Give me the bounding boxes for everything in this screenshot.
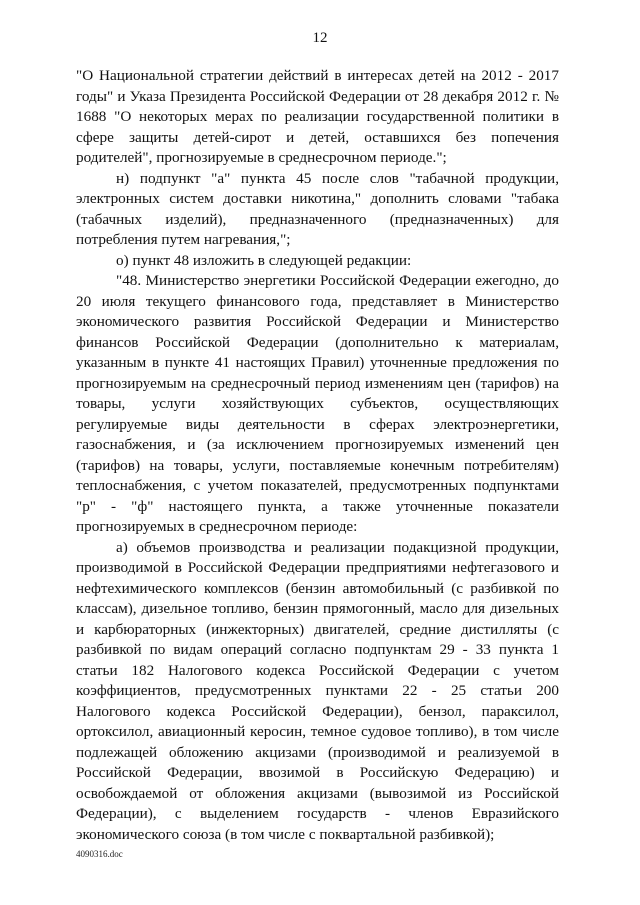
paragraph-continuation: "О Национальной стратегии действий в интересах детей на 2012 - 2017 годы" и Указа Президента Российской Федерации от 28 декабря 2012 г. № 1688 "О некоторых мерах по реализации государственной политики в сфере защиты детей-сирот и детей, оставшихся без попечения родителей", прогнозируемые в среднесрочном периоде.";: [76, 67, 559, 166]
document-file-code: 4090316.doc: [76, 849, 123, 859]
paragraph-subitem-o: о) пункт 48 изложить в следующей редакции:: [116, 251, 412, 269]
paragraph-subitem-n: н) подпункт "а" пункта 45 после слов "табачной продукции, электронных систем доставки никотина," дополнить словами "табака (табачных изделий), предназначенного (предназначенных) для потребления путем нагревания,";: [76, 169, 559, 248]
page-number: 12: [312, 30, 328, 46]
document-body: [76, 66, 559, 845]
paragraph-item-48: "48. Министерство энергетики Российской Федерации ежегодно, до 20 июля текущего финансового года, представляет в Министерство экономического развития Российской Федерации и Министерство финансов Российской Федерации (дополнительно к материалам, указанным в пункте 41 настоящих Правил) уточненные предложения по прогнозируемым на среднесрочный период изменениям цен (тарифов) на товары, услуги хозяйствующих субъектов, осуществляющих регулируемые виды деятельности в сферах электроэнергетики, газоснабжения, и (за исключением прогнозируемых изменений цен (тарифов) на товары, услуги, поставляемые конечным потребителям) теплоснабжения, с учетом показателей, предусмотренных подпунктами "р" - "ф" настоящего пункта, а также уточненные показатели прогнозируемых в среднесрочном периоде:: [76, 272, 559, 535]
paragraph-subitem-a: а) объемов производства и реализации подакцизной продукции, производимой в Российской Федерации предприятиями нефтегазового и нефтехимического комплексов (бензин автомобильный (с разбивкой по классам), дизельное топливо, бензин прямогонный, масло для дизельных и карбюраторных (инжекторных) двигателей, средние дистилляты (с разбивкой по видам операций согласно подпунктам 29 - 33 пункта 1 статьи 182 Налогового кодекса Российской Федерации с учетом коэффициентов, предусмотренных пунктами 22 - 25 статьи 200 Налогового кодекса Российской Федерации), бензол, параксилол, ортоксилол, авиационный керосин, темное судовое топливо), в том числе подлежащей обложению акцизами (производимой и реализуемой в Российской Федерации, ввозимой в Российскую Федерацию) и освобождаемой от обложения акцизами (вывозимой из Российской Федерации), с выделением государств - членов Евразийского экономического союза (в том числе с поквартальной разбивкой);: [76, 538, 559, 843]
